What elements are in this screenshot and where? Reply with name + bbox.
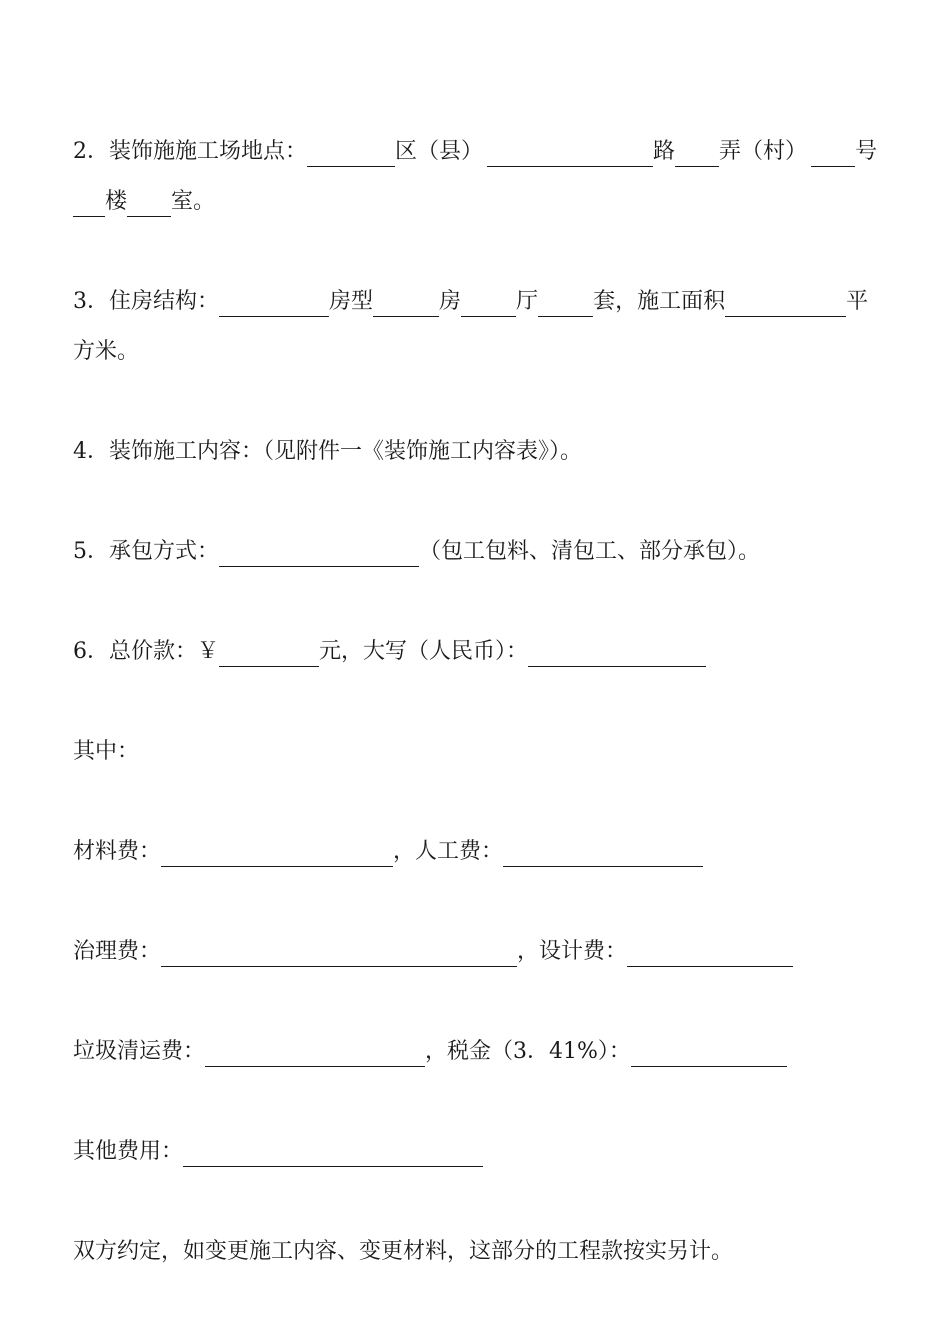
district-blank[interactable] (307, 142, 395, 167)
other-fees-label: 其他费用： (73, 1139, 184, 1164)
item6-number: 6． (73, 639, 109, 664)
garbage-blank[interactable] (205, 1042, 425, 1067)
design-label: ，设计费： (517, 939, 628, 964)
lane-blank[interactable] (675, 142, 719, 167)
building-blank[interactable] (73, 192, 105, 217)
road-blank[interactable] (487, 142, 653, 167)
item4-line (73, 438, 582, 466)
management-label: 治理费： (73, 939, 162, 964)
item2-number: 2． (73, 139, 109, 164)
design-blank[interactable] (627, 942, 793, 967)
item3-line1 (73, 288, 868, 316)
district-label: 区（县） (395, 139, 484, 164)
material-labor-line (73, 838, 703, 866)
contract-method-options: （包工包料、清包工、部分承包）。 (419, 539, 761, 564)
labor-blank[interactable] (503, 842, 703, 867)
item2-label: 装饰施施工场地点： (109, 139, 308, 164)
labor-label: ，人工费： (393, 839, 504, 864)
material-label: 材料费： (73, 839, 162, 864)
other-fees-blank[interactable] (183, 1142, 483, 1167)
area-unit-b: 方米。 (73, 339, 140, 364)
rooms-blank[interactable] (373, 292, 439, 317)
yuan-label: 元，大写（人民币）： (319, 639, 529, 664)
structure-blank[interactable] (219, 292, 329, 317)
among-label: 其中： (73, 739, 140, 764)
management-design-line (73, 938, 793, 966)
garbage-label: 垃圾清运费： (73, 1039, 206, 1064)
total-amount-blank[interactable] (219, 642, 319, 667)
garbage-tax-line (73, 1038, 787, 1066)
item3-label: 住房结构： (109, 289, 220, 314)
contract-method-blank[interactable] (219, 542, 419, 567)
management-blank[interactable] (161, 942, 517, 967)
item4-text: 装饰施工内容：（见附件一《装饰施工内容表》）。 (109, 439, 583, 464)
type-label: 房型 (329, 289, 374, 314)
item4-number: 4． (73, 439, 109, 464)
room-blank[interactable] (127, 192, 171, 217)
number-label: 号 (855, 139, 878, 164)
item2-line1 (73, 138, 877, 166)
item6-line (73, 638, 706, 666)
halls-blank[interactable] (461, 292, 516, 317)
halls-label: 厅 (516, 289, 539, 314)
area-unit-a: 平 (846, 289, 869, 314)
tax-blank[interactable] (631, 1042, 787, 1067)
rooms-label: 房 (439, 289, 462, 314)
item6-label: 总价款：￥ (109, 639, 220, 664)
number-blank[interactable] (811, 142, 855, 167)
item3-number: 3． (73, 289, 109, 314)
room-label: 室。 (171, 189, 216, 214)
item5-line (73, 538, 760, 566)
item5-label: 承包方式： (109, 539, 220, 564)
sets-blank[interactable] (538, 292, 593, 317)
road-label: 路 (653, 139, 676, 164)
item5-number: 5． (73, 539, 109, 564)
agreement-line (73, 1238, 733, 1266)
tax-label: ，税金（3．41%）： (425, 1039, 631, 1064)
agreement-text: 双方约定，如变更施工内容、变更材料，这部分的工程款按实另计。 (73, 1239, 734, 1264)
item2-line2 (73, 188, 215, 216)
lane-label: 弄（村） (719, 139, 808, 164)
building-label: 楼 (105, 189, 128, 214)
other-fees-line (73, 1138, 483, 1166)
material-blank[interactable] (161, 842, 393, 867)
among-line (73, 738, 139, 766)
item3-line2 (73, 338, 139, 366)
sets-label: 套，施工面积 (593, 289, 726, 314)
total-amount-words-blank[interactable] (528, 642, 706, 667)
area-blank[interactable] (725, 292, 846, 317)
